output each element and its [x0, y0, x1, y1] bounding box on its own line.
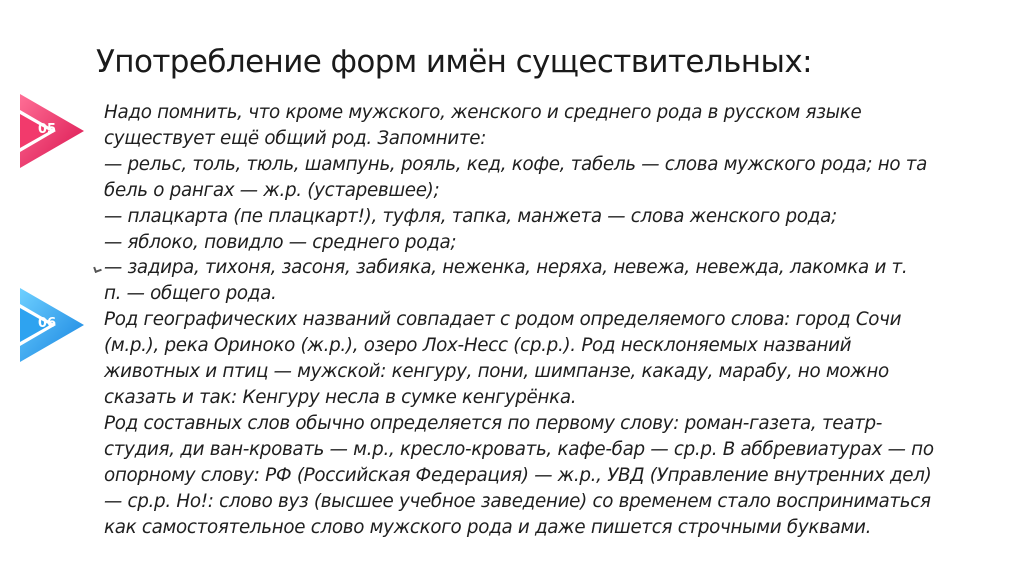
text-line: — задира, тихоня, засоня, забияка, неженка, неряха, невежа, невежда, лакомка и т. — [104, 257, 908, 279]
body-text — [104, 100, 994, 540]
text-line: — рельс, толь, тюль, шампунь, рояль, кед, кофе, табель — слова мужского рода; но та — [104, 153, 928, 175]
text-line: существует ещё общий род. Запомните: — [104, 127, 487, 149]
text-line: как самостоятельное слово мужского рода и даже пишется строчными буквами. — [104, 516, 872, 538]
text-line: Надо помнить, что кроме мужского, женского и среднего рода в русском языке — [104, 102, 862, 123]
badge-05 — [20, 94, 84, 168]
badge-06 — [20, 288, 84, 362]
text-line: — плацкарта (пе плацкарт!), туфля, тапка, манжета — слова женского рода; — [104, 205, 837, 227]
text-line: животных и птиц — мужской: кенгуру, пони, шимпанзе, какаду, марабу, но можно — [104, 361, 889, 383]
badge-label-06: 06 — [37, 316, 57, 331]
text-line: — яблоко, повидло — среднего рода; — [104, 231, 457, 253]
badge-label-05: 05 — [37, 122, 57, 137]
text-line: (м.р.), река Ориноко (ж.р.), озеро Лох-Несс (ср.р.). Род несклоняемых названий — [104, 335, 852, 357]
text-line: сказать и так: Кенгуру несла в сумке кенгурёнка. — [104, 386, 577, 408]
tick-mark — [93, 265, 102, 273]
text-line: п. — общего рода. — [104, 283, 277, 305]
page-title: Употребление форм имён существительных: — [96, 44, 812, 80]
text-line: Род географических названий совпадает с родом определяемого слова: город Сочи — [104, 309, 902, 331]
text-line: бель о рангах — ж.р. (устаревшее); — [104, 179, 440, 201]
text-line: опорному слову: РФ (Российская Федерация) — ж.р., УВД (Управление внутренних дел) — [104, 464, 932, 486]
text-line: — ср.р. Но!: слово вуз (высшее учебное заведение) со временем стало восприниматься — [104, 490, 931, 512]
text-line: Род составных слов обычно определяется по первому слову: роман-газета, театр- — [104, 412, 883, 434]
text-line: студия, ди ван-кровать — м.р., кресло-кровать, кафе-бар — ср.р. В аббревиатурах — по — [104, 438, 934, 460]
